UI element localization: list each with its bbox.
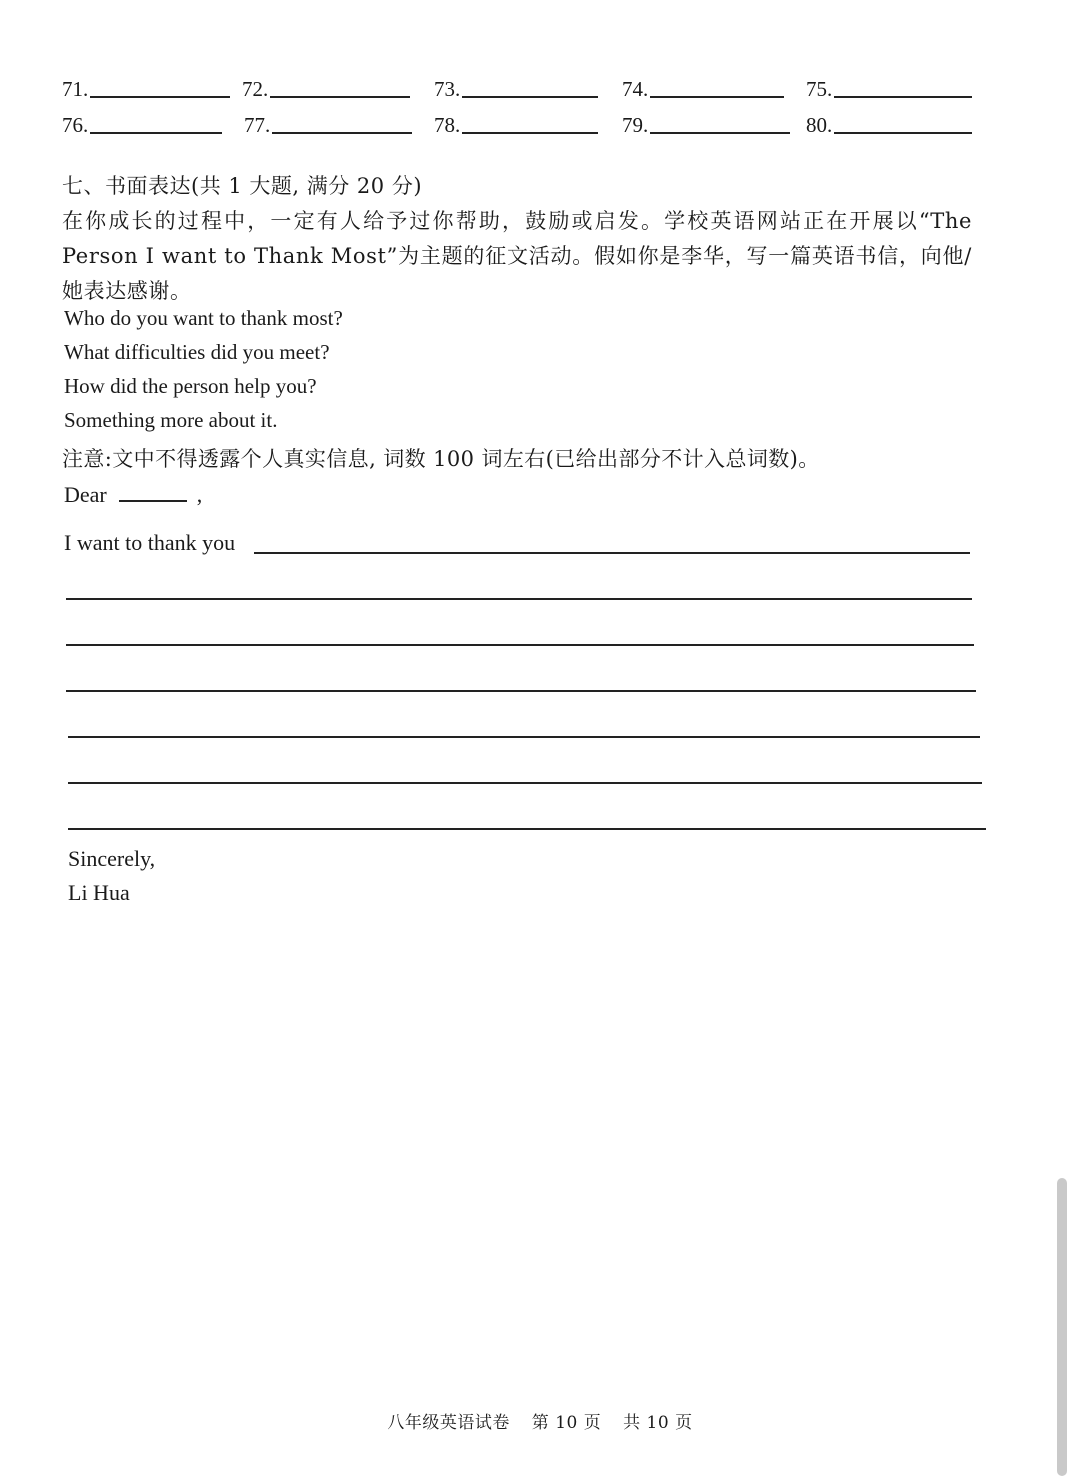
answer-blank[interactable] — [270, 95, 410, 98]
letter-opener: I want to thank you — [64, 530, 236, 555]
answer-number: 78. — [434, 113, 461, 137]
answer-number: 74. — [622, 77, 649, 101]
letter-greeting — [64, 482, 202, 508]
answer-row-1 — [62, 70, 982, 102]
writing-line-1[interactable] — [254, 552, 970, 554]
answer-blank[interactable] — [462, 131, 598, 134]
question-1: Who do you want to thank most? — [64, 306, 343, 330]
writing-line-7[interactable] — [68, 828, 986, 830]
letter-signature: Li Hua — [68, 880, 130, 905]
question-2: What difficulties did you meet? — [64, 340, 330, 364]
greeting-comma: , — [196, 482, 203, 507]
answer-blank[interactable] — [650, 131, 790, 134]
answer-79[interactable] — [622, 106, 790, 138]
answer-number: 76. — [62, 113, 89, 137]
answer-75[interactable] — [806, 70, 972, 102]
answer-blank[interactable] — [90, 95, 230, 98]
word-count-note: 注意:文中不得透露个人真实信息, 词数 100 词左右(已给出部分不计入总词数)。 — [62, 447, 820, 471]
question-3: How did the person help you? — [64, 374, 317, 398]
answer-number: 72. — [242, 77, 269, 101]
writing-line-4[interactable] — [66, 690, 976, 692]
footer-page-number: 第 10 页 — [531, 1413, 602, 1433]
answer-number: 75. — [806, 77, 833, 101]
recipient-blank[interactable] — [119, 499, 187, 502]
answer-76[interactable] — [62, 106, 222, 138]
answer-74[interactable] — [622, 70, 784, 102]
greeting-text: Dear — [64, 482, 107, 507]
footer-total-pages: 共 10 页 — [623, 1413, 693, 1433]
answer-72[interactable] — [242, 70, 410, 102]
answer-number: 71. — [62, 77, 89, 101]
writing-line-3[interactable] — [66, 644, 974, 646]
page-footer — [0, 1408, 1080, 1433]
question-4: Something more about it. — [64, 408, 278, 432]
answer-78[interactable] — [434, 106, 598, 138]
footer-exam-title: 八年级英语试卷 — [387, 1413, 510, 1433]
writing-line-6[interactable] — [68, 782, 982, 784]
answer-71[interactable] — [62, 70, 230, 102]
answer-row-2 — [62, 106, 982, 138]
answer-73[interactable] — [434, 70, 598, 102]
answer-blank[interactable] — [834, 95, 972, 98]
answer-number: 79. — [622, 113, 649, 137]
instructions: 在你成长的过程中，一定有人给予过你帮助，鼓励或启发。学校英语网站正在开展以“The Person I want to Thank Most”为主题的征文活动。假如你是李华，写一篇英语书信，向他/她表达感谢。 — [62, 209, 972, 303]
writing-line-5[interactable] — [68, 736, 980, 738]
writing-line-2[interactable] — [66, 598, 972, 600]
answer-number: 73. — [434, 77, 461, 101]
answer-blank[interactable] — [462, 95, 598, 98]
scrollbar[interactable] — [1057, 1178, 1067, 1476]
answer-80[interactable] — [806, 106, 972, 138]
answer-blank[interactable] — [90, 131, 222, 134]
answer-blank[interactable] — [272, 131, 412, 134]
answer-number: 77. — [244, 113, 271, 137]
answer-number: 80. — [806, 113, 833, 137]
section-title: 七、书面表达(共 1 大题, 满分 20 分) — [62, 174, 423, 198]
answer-77[interactable] — [244, 106, 412, 138]
answer-blank[interactable] — [834, 131, 972, 134]
letter-closing: Sincerely, — [68, 846, 156, 871]
answer-blank[interactable] — [650, 95, 784, 98]
